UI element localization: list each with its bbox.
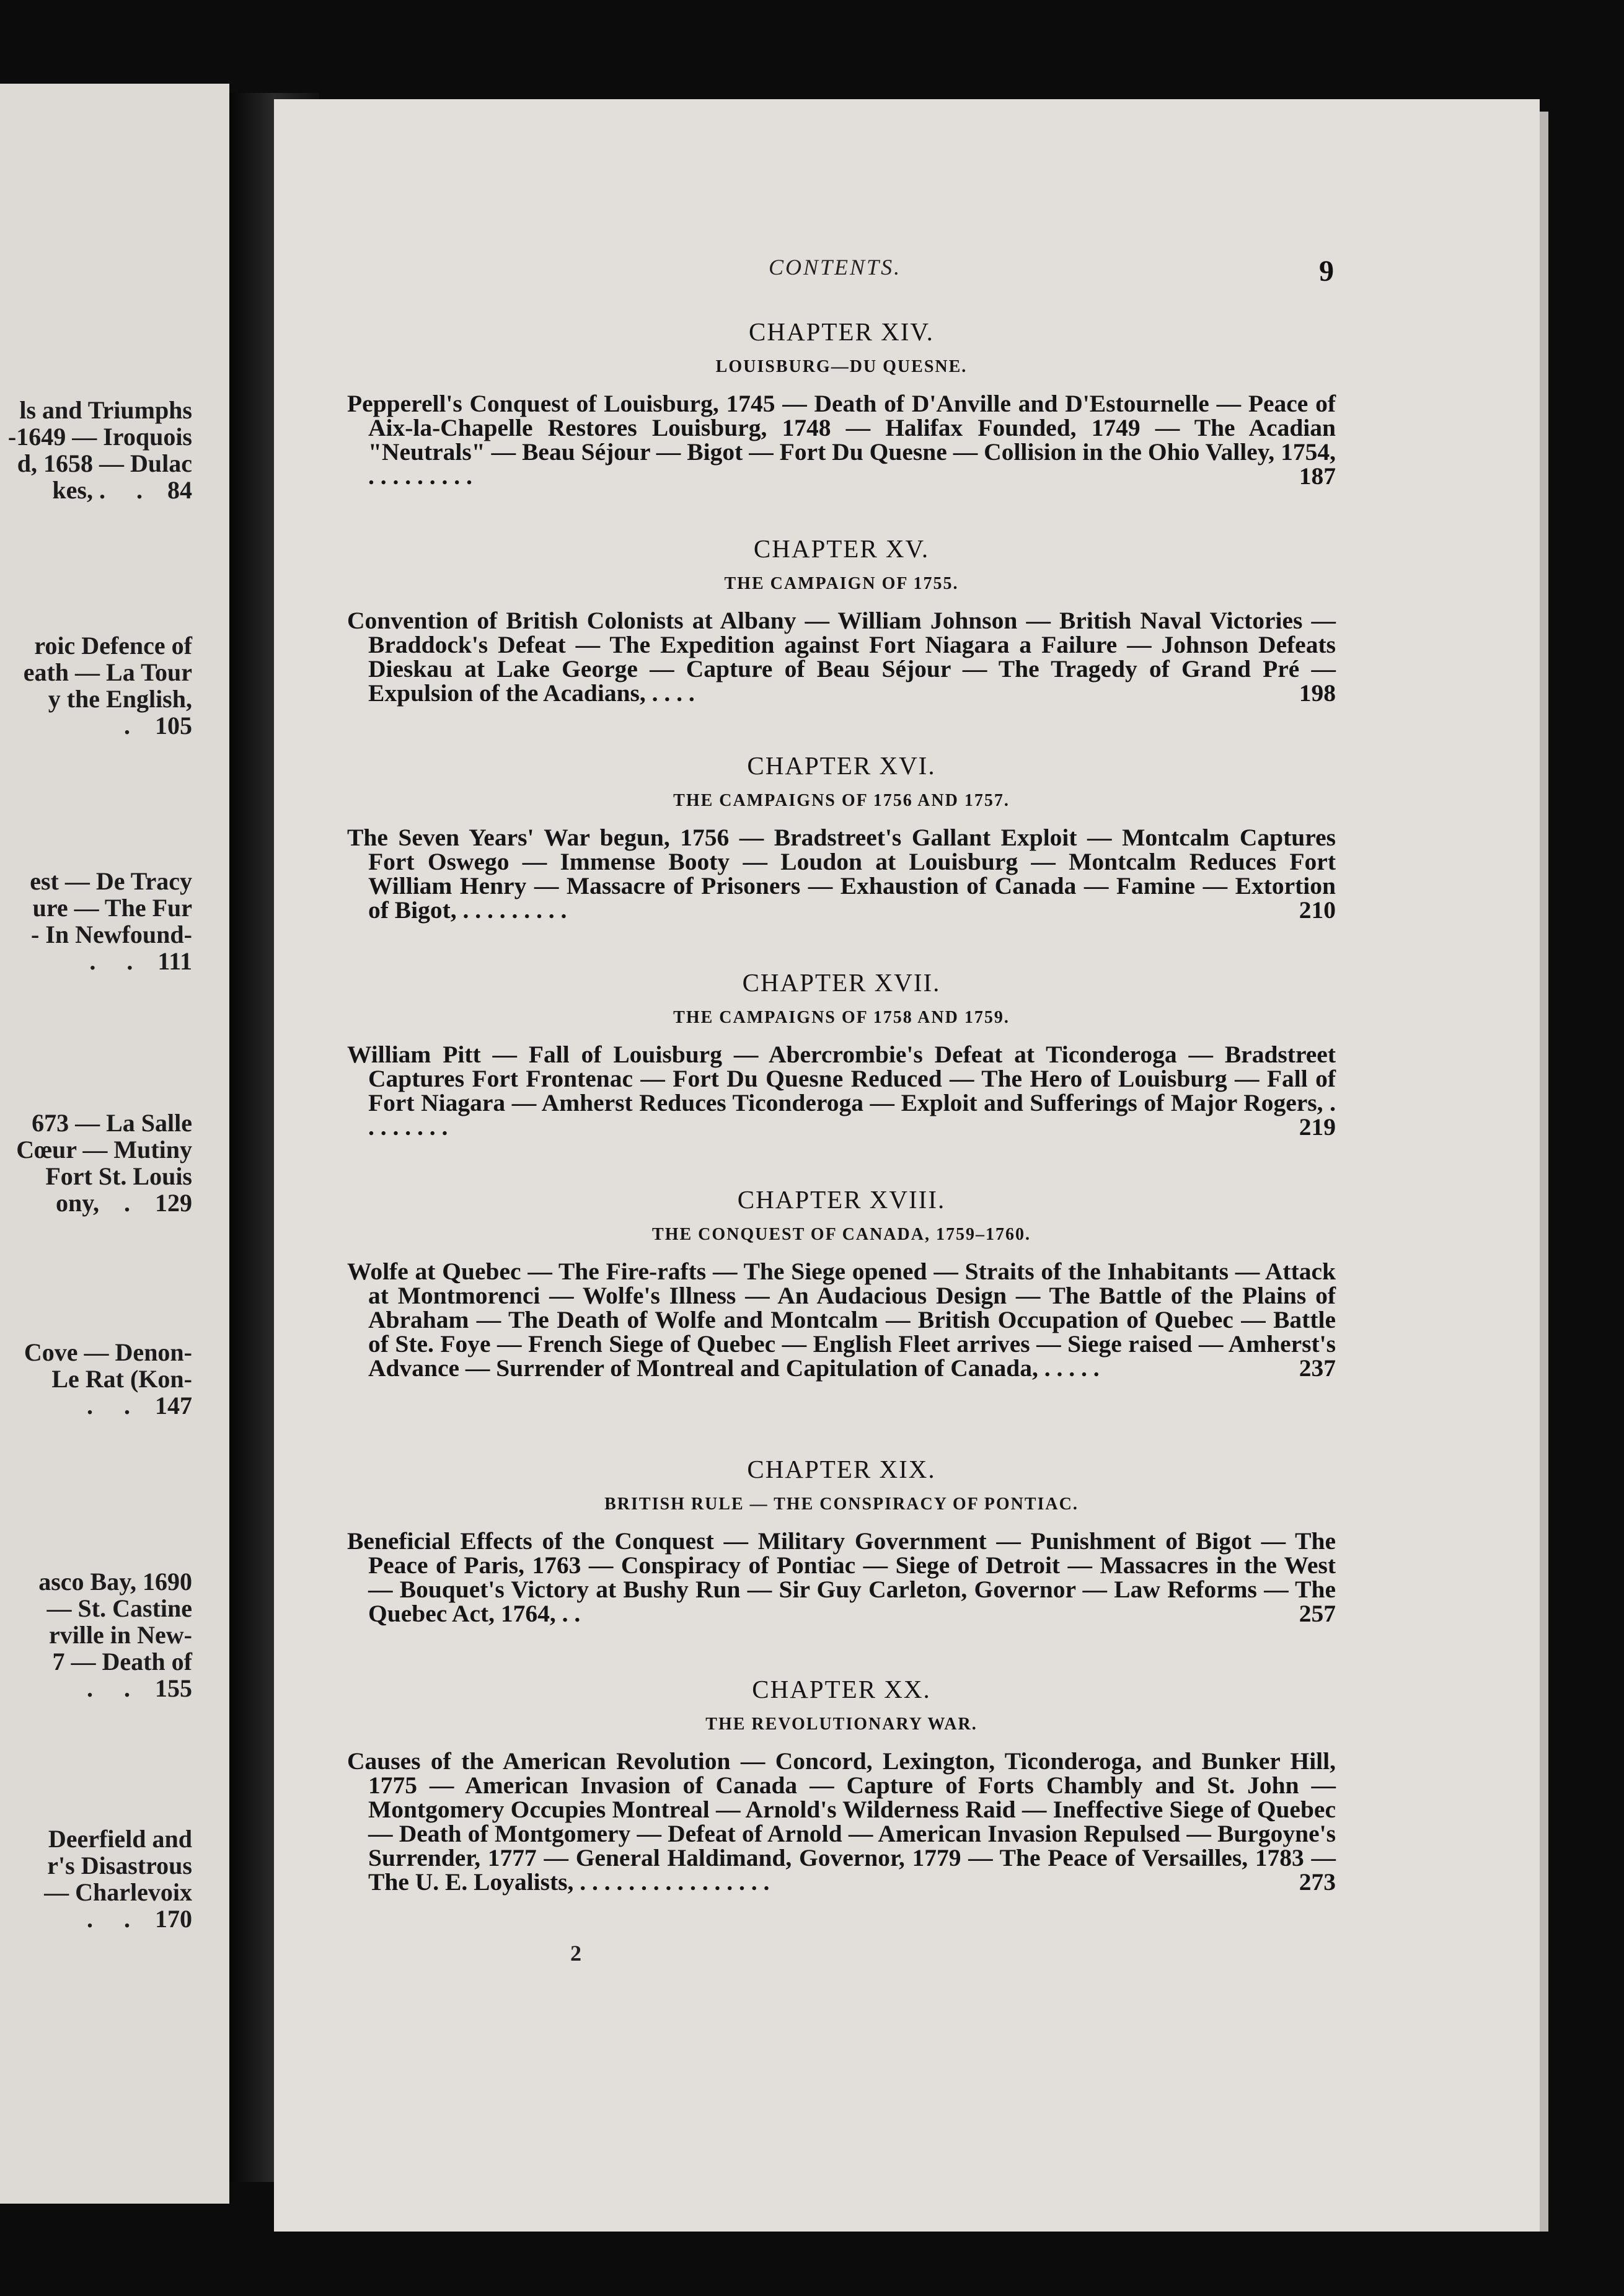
- chapter-entry: [347, 1674, 1336, 1894]
- chapter-entry: [347, 967, 1336, 1139]
- page-reference: 187: [1299, 462, 1336, 490]
- left-page-fragment: 673 — La Salle Cœur — Mutiny Fort St. Louis ony, . 129: [16, 1109, 192, 1217]
- chapter-subtitle: THE CAMPAIGNS OF 1758 AND 1759.: [673, 1008, 1010, 1027]
- chapter-subtitle: THE CONQUEST OF CANADA, 1759–1760.: [652, 1225, 1031, 1244]
- chapter-summary: [347, 609, 1336, 705]
- page-edge: [1540, 112, 1548, 2232]
- page-number: 9: [1319, 255, 1334, 288]
- chapter-title: CHAPTER XIV.: [749, 317, 934, 346]
- chapter-title: CHAPTER XV.: [753, 534, 930, 563]
- chapter-subtitle: THE CAMPAIGN OF 1755.: [724, 574, 959, 593]
- chapter-summary: [347, 1260, 1336, 1380]
- chapter-summary-text: Wolfe at Quebec — The Fire-rafts — The Siege opened — Straits of the Inhabitants — Attack at Montmorenci — Wolfe's Illness — An Audacious Design — The Battle of the Plains of Abraham — The Death of Wolfe and Montcalm — British Occupation of Quebec — Battle of Ste. Foye — French Siege of Quebec — English Fleet arrives — Siege raised — Amherst's Advance — Surrender of Montreal and Capitulation of Canada, . . . . .: [347, 1258, 1336, 1382]
- left-page-fragment: Deerfield and r's Disastrous — Charlevoix . . 170: [44, 1825, 192, 1933]
- left-page-fragment: est — De Tracy ure — The Fur - In Newfound- . . 111: [30, 867, 192, 975]
- chapter-summary: [347, 826, 1336, 922]
- chapter-subtitle: LOUISBURG—DU QUESNE.: [715, 357, 968, 376]
- page-reference: 219: [1299, 1113, 1336, 1141]
- chapter-subtitle: THE CAMPAIGNS OF 1756 AND 1757.: [673, 791, 1010, 810]
- chapter-summary-text: Pepperell's Conquest of Louisburg, 1745 — Death of D'Anville and D'Estournelle — Peace of Aix-la-Chapelle Restores Louisburg, 1748 — Halifax Founded, 1749 — The Acadian "Neutrals" — Beau Séjour — Bigot — Fort Du Quesne — Collision in the Ohio Valley, 1754, . . . . . . . . .: [347, 390, 1336, 490]
- chapter-title: CHAPTER XVII.: [742, 968, 941, 997]
- left-page-fragment: roic Defence of eath — La Tour y the English, . 105: [23, 632, 192, 740]
- page-reference: 257: [1299, 1600, 1336, 1627]
- chapter-summary: [347, 1529, 1336, 1626]
- chapter-entry: [347, 750, 1336, 922]
- chapter-subtitle: BRITISH RULE — THE CONSPIRACY OF PONTIAC.: [604, 1495, 1079, 1514]
- chapter-title: CHAPTER XIX.: [747, 1455, 936, 1483]
- chapter-title: CHAPTER XVI.: [747, 751, 936, 780]
- chapter-summary-text: Beneficial Effects of the Conquest — Military Government — Punishment of Bigot — The Peace of Paris, 1763 — Conspiracy of Pontiac — Siege of Detroit — Massacres in the West — Bouquet's Victory at Bushy Run — Sir Guy Carleton, Governor — Law Reforms — The Quebec Act, 1764, . .: [347, 1527, 1336, 1627]
- chapter-subtitle: THE REVOLUTIONARY WAR.: [705, 1715, 977, 1734]
- signature-mark: 2: [570, 1941, 581, 1966]
- left-page-fragment: Cove — Denon- Le Rat (Kon- . . 147: [24, 1338, 192, 1420]
- chapter-summary: [347, 1749, 1336, 1894]
- left-page: [0, 84, 229, 2204]
- chapter-summary: [347, 1043, 1336, 1139]
- page-reference: 237: [1299, 1354, 1336, 1382]
- left-page-fragment: asco Bay, 1690 — St. Castine rville in New- 7 — Death of . . 155: [38, 1568, 192, 1702]
- page-reference: 210: [1299, 896, 1336, 924]
- chapter-entry: [347, 1454, 1336, 1626]
- chapter-summary-text: The Seven Years' War begun, 1756 — Bradstreet's Gallant Exploit — Montcalm Captures Fort Oswego — Immense Booty — Loudon at Louisburg — Montcalm Reduces Fort William Henry — Massacre of Prisoners — Exhaustion of Canada — Famine — Extortion of Bigot, . . . . . . . . .: [347, 824, 1336, 924]
- chapter-entry: [347, 316, 1336, 488]
- chapter-entry: [347, 533, 1336, 705]
- page-reference: 273: [1299, 1868, 1336, 1896]
- chapter-summary-text: William Pitt — Fall of Louisburg — Abercrombie's Defeat at Ticonderoga — Bradstreet Captures Fort Frontenac — Fort Du Quesne Reduced — The Hero of Louisburg — Fall of Fort Niagara — Amherst Reduces Ticonderoga — Exploit and Sufferings of Major Rogers, . . . . . . . .: [347, 1041, 1336, 1141]
- chapter-title: CHAPTER XX.: [752, 1675, 931, 1703]
- chapter-summary-text: Causes of the American Revolution — Concord, Lexington, Ticonderoga, and Bunker Hill, 1775 — American Invasion of Canada — Capture of Forts Chambly and St. John — Montgomery Occupies Montreal — Arnold's Wilderness Raid — Ineffective Siege of Quebec — Death of Montgomery — Defeat of Arnold — American Invasion Repulsed — Burgoyne's Surrender, 1777 — General Haldimand, Governor, 1779 — The Peace of Versailles, 1783 — The U. E. Loyalists, . . . . . . . . . . . . . . . .: [347, 1747, 1336, 1896]
- chapter-summary: [347, 392, 1336, 488]
- chapter-entry: [347, 1184, 1336, 1380]
- chapter-title: CHAPTER XVIII.: [737, 1185, 946, 1214]
- running-title: CONTENTS.: [769, 255, 902, 280]
- chapter-summary-text: Convention of British Colonists at Albany — William Johnson — British Naval Victories — Braddock's Defeat — The Expedition against Fort Niagara a Failure — Johnson Defeats Dieskau at Lake George — Capture of Beau Séjour — The Tragedy of Grand Pré — Expulsion of the Acadians, . . . .: [347, 607, 1336, 707]
- page-reference: 198: [1299, 679, 1336, 707]
- left-page-fragment: ls and Triumphs -1649 — Iroquois d, 1658 — Dulac kes, . . 84: [7, 396, 192, 504]
